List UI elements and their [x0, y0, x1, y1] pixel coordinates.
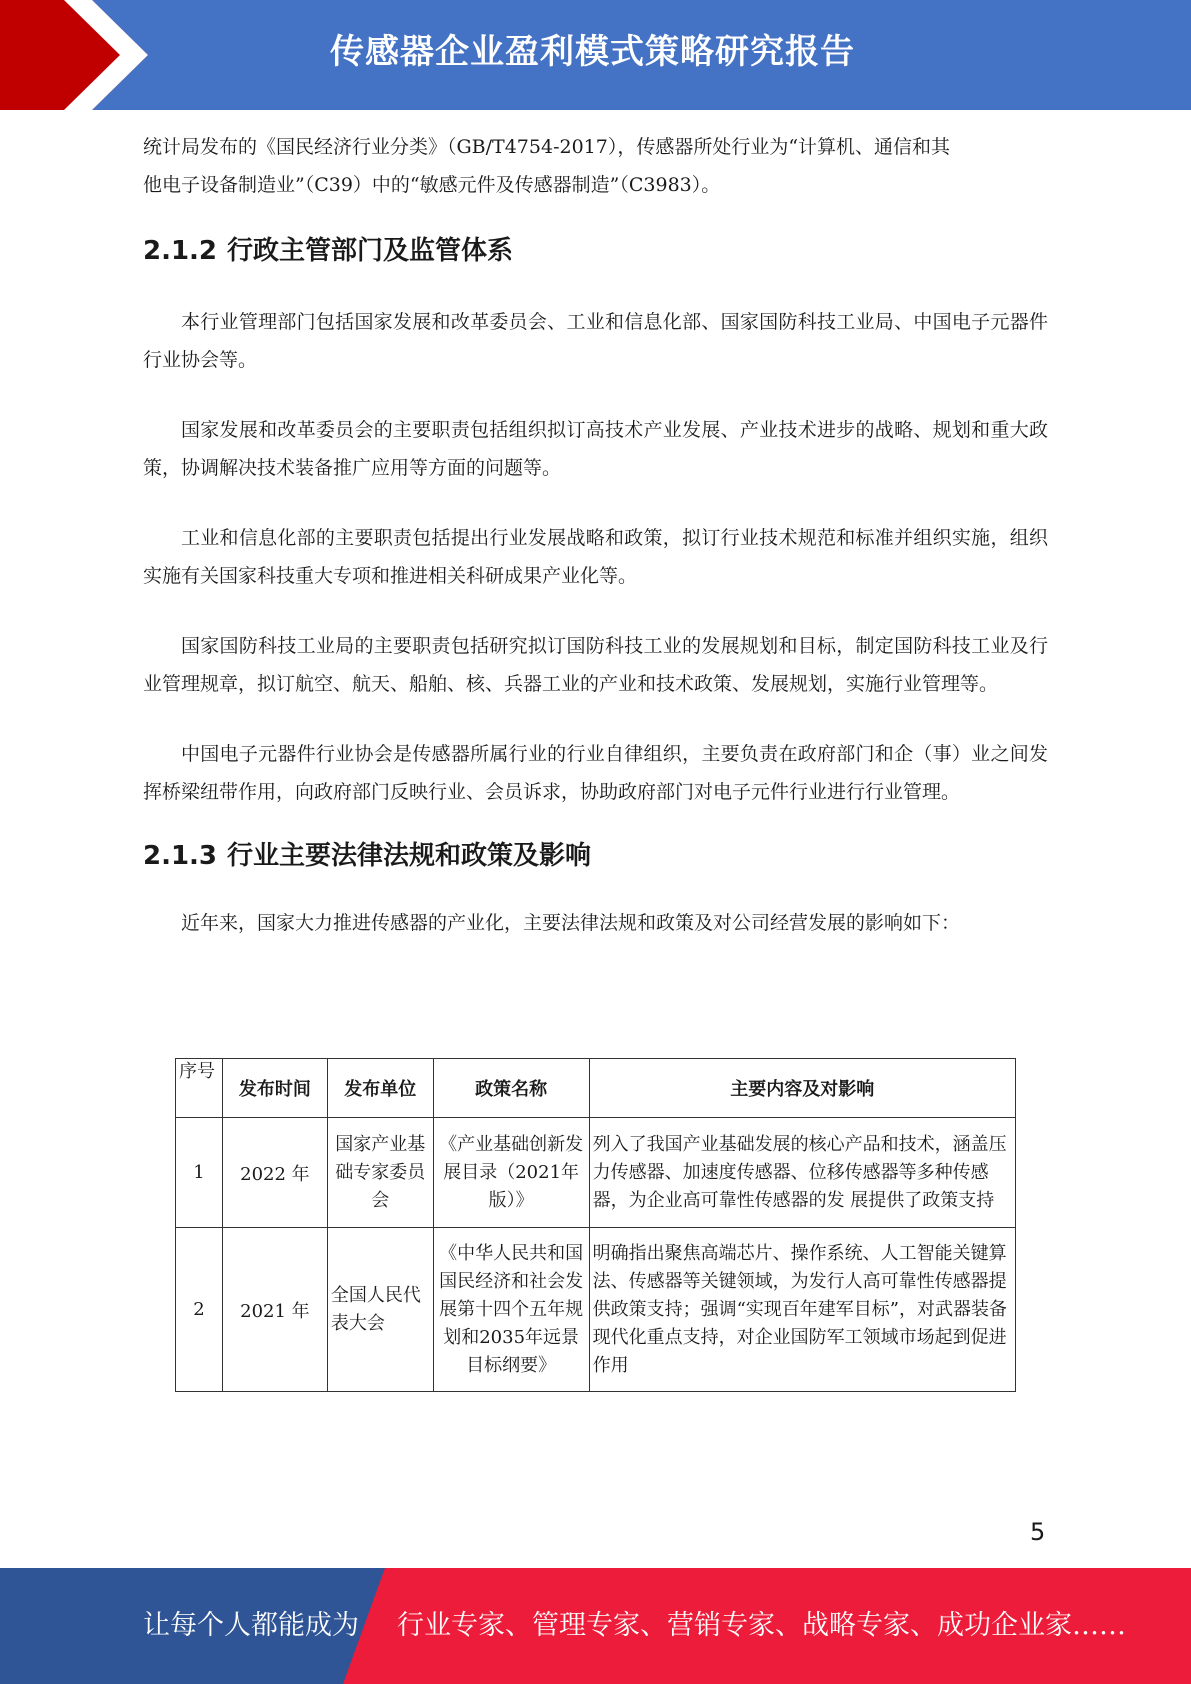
table-row — [176, 1228, 1016, 1392]
section-number: 2.1.3 — [143, 841, 218, 871]
page-number: 5 — [1030, 1518, 1046, 1546]
table-header-row — [176, 1059, 1016, 1118]
paragraph: 国家国防科技工业局的主要职责包括研究拟订国防科技工业的发展规划和目标，制定国防科技工业及行业管理规章，拟订航空、航天、船舶、核、兵器工业的产业和技术政策、发展规划，实施行业管理等。 — [143, 635, 1048, 695]
row-time: 2021 年 — [222, 1228, 327, 1392]
section-heading-2-1-2 — [143, 230, 1048, 267]
report-title: 传感器企业盈利模式策略研究报告 — [330, 32, 855, 72]
row-index: 2 — [176, 1228, 223, 1392]
page-footer — [0, 1568, 1191, 1684]
intro-line-1: 统计局发布的《国民经济行业分类》（GB/T4754-2017），传感器所处行业为“计算机、通信和其 — [143, 136, 951, 158]
policy-table — [175, 1058, 1016, 1392]
document-body — [143, 128, 1048, 942]
table-row — [176, 1118, 1016, 1228]
paragraph: 中国电子元器件行业协会是传感器所属行业的行业自律组织，主要负责在政府部门和企（事）业之间发挥桥梁纽带作用，向政府部门反映行业、会员诉求，协助政府部门对电子元件行业进行行业管理。 — [143, 743, 1048, 803]
column-header-content: 主要内容及对影响 — [589, 1059, 1015, 1118]
footer-slogan-left: 让每个人都能成为 — [143, 1610, 359, 1641]
row-time: 2022 年 — [222, 1118, 327, 1228]
column-header-unit: 发布单位 — [327, 1059, 433, 1118]
paragraph: 工业和信息化部的主要职责包括提出行业发展战略和政策，拟订行业技术规范和标准并组织实施，组织实施有关国家科技重大专项和推进相关科研成果产业化等。 — [143, 527, 1048, 587]
intro-line-2: 他电子设备制造业”（C39）中的“敏感元件及传感器制造”（C3983）。 — [143, 174, 721, 196]
paragraph: 近年来，国家大力推进传感器的产业化，主要法律法规和政策及对公司经营发展的影响如下： — [181, 912, 961, 934]
paragraph: 本行业管理部门包括国家发展和改革委员会、工业和信息化部、国家国防科技工业局、中国电子元器件行业协会等。 — [143, 311, 1048, 371]
page-header — [0, 0, 1191, 110]
section-heading-2-1-3 — [143, 835, 1048, 872]
row-policy: 《中华人民共和国国民经济和社会发展第十四个五年规划和2035年远景目标纲要》 — [433, 1228, 589, 1392]
row-content: 列入了我国产业基础发展的核心产品和技术，涵盖压力传感器、加速度传感器、位移传感器等多种传感器，为企业高可靠性传感器的发 展提供了政策支持 — [589, 1118, 1015, 1228]
row-policy: 《产业基础创新发展目录（2021年版）》 — [433, 1118, 589, 1228]
column-header-policy: 政策名称 — [433, 1059, 589, 1118]
row-unit: 国家产业基础专家委员会 — [327, 1118, 433, 1228]
section-number: 2.1.2 — [143, 236, 218, 266]
row-index: 1 — [176, 1118, 223, 1228]
footer-slogan-right: 行业专家、管理专家、营销专家、战略专家、成功企业家…… — [397, 1610, 1126, 1641]
column-header-index: 序号 — [176, 1059, 223, 1118]
paragraph: 国家发展和改革委员会的主要职责包括组织拟订高技术产业发展、产业技术进步的战略、规划和重大政策，协调解决技术装备推广应用等方面的问题等。 — [143, 419, 1048, 479]
row-content: 明确指出聚焦高端芯片、操作系统、人工智能关键算法、传感器等关键领域，为发行人高可靠性传感器提供政策支持；强调“实现百年建军目标”，对武器装备现代化重点支持，对企业国防军工领域市场起到促进作用 — [589, 1228, 1015, 1392]
column-header-time: 发布时间 — [222, 1059, 327, 1118]
row-unit: 全国人民代表大会 — [327, 1228, 433, 1392]
section-title: 行政主管部门及监管体系 — [227, 236, 514, 266]
section-title: 行业主要法律法规和政策及影响 — [227, 841, 592, 871]
